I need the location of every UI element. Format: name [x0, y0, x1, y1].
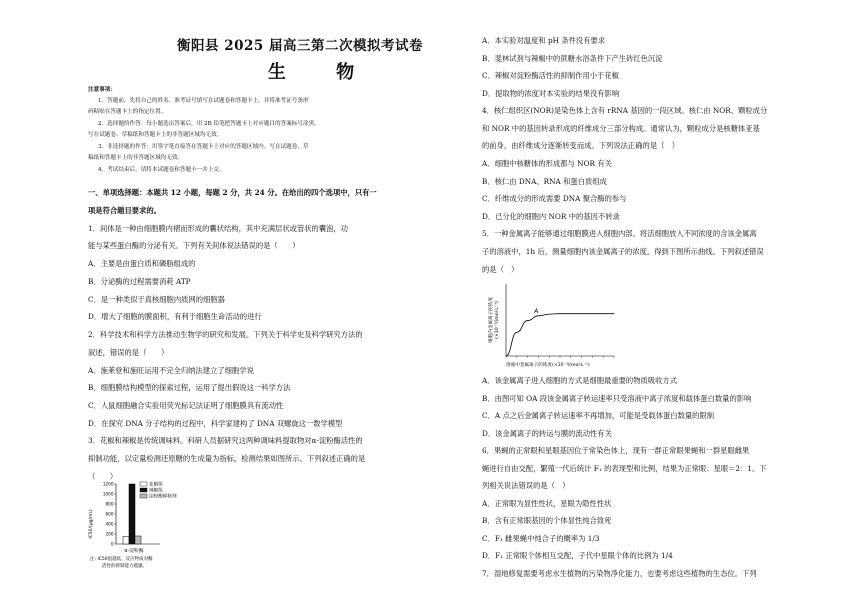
q4-option-b: B．核仁由 DNA、RNA 和蛋白质组成 [482, 177, 607, 186]
q1-option-b: B．分泌酶的过程需要消耗 ATP [88, 277, 191, 286]
y-axis-unit: (×10⁻³/(mol·L⁻¹) [495, 301, 500, 339]
q4-option-d: D．已分化的细胞内 NOR 中的基因不转录 [482, 212, 620, 221]
q3-stem: 3．花椒和辣椒是传统调味料。科研人员据研究这两种调味料提取物对α-淀粉酶活性的 [88, 436, 363, 445]
q5-option-d: D．该金属离子的转运与膜的流动性有关 [482, 429, 612, 438]
q6-stem: 蝇进行自由交配，繁殖一代后统计 F₁ 的表现型和比例，结果为正常眼：星眼＝2：1。下 [482, 464, 767, 473]
x-axis-label: 溶液中金属离子的浓度(×10⁻³/(mol·L⁻¹) [506, 363, 590, 368]
q4-stem: 和 NOR 中的基因转录形成的纤维成分三部分构成。通常认为，颗粒成分是核糖体亚基 [482, 124, 760, 133]
y-tick-label: 200 [105, 531, 114, 537]
bar [123, 537, 129, 545]
legend-label: 淀粉酶抑制剂 [149, 494, 177, 500]
q4-stem: 4．核仁组织区(NOR)是染色体上含有 rRNA 基因的一段区域。核仁由 NOR、颗粒成分 [482, 106, 768, 115]
q3-stem: （ ） [88, 472, 118, 481]
q5-stem: 子的溶液中，1h 后，测量细胞内该金属离子的浓度，得到下图所示曲线。下列叙述错误 [482, 247, 764, 256]
q2-stem: 2．科学技术和科学方法推动生物学的研究和发展。下列关于科学史及科学研究方法的 [88, 330, 363, 339]
chart-note: 注: IC50值越低，反应物质对酶 [90, 557, 153, 562]
q2-option-a: A．施莱登和施旺运用不完全归纳法建立了细胞学说 [88, 366, 254, 375]
note-line: 4．考试结束后，请将本试题卷和答题卡一并上交。 [98, 167, 225, 173]
bar [129, 484, 135, 544]
bar [135, 536, 141, 544]
section-heading: 一、单项选择题：本题共 12 小题，每题 2 分，共 24 分。在给出的四个选项中，只有一 [88, 188, 377, 197]
note-line: 码粘贴在答题卡上的指定位置。 [88, 109, 167, 115]
notes-heading: 注意事项： [88, 87, 116, 93]
q3-option-a: A．本实验对温度和 pH 条件没有要求 [482, 36, 606, 45]
q5-option-c: C．A 点之后金属离子转运速率不再增加，可能是受载体蛋白数量的限制 [482, 411, 715, 420]
note-line: 写在试题卷、草稿纸和答题卡上的非答题区域均无效。 [88, 132, 223, 138]
q3-option-b: B．斐林试剂与辣椒中的蔗糖水浴条件下产生砖红色沉淀 [482, 54, 663, 63]
y-tick-label: 800 [105, 501, 114, 507]
q2-option-c: C．人鼠细胞融合实验用荧光标记法证明了细胞膜具有流动性 [88, 401, 284, 410]
q5-stem: 5．一种金属离子能够通过细胞膜进入细胞内部。将活细胞放入不同浓度的含该金属离 [482, 229, 757, 238]
note-line: 2．选择题的作答：每小题选出答案后，用 2B 铅笔把答题卡上对应题目的答案标号涂黑， [98, 121, 320, 127]
bar-chart [88, 478, 198, 570]
legend-swatch [140, 488, 147, 492]
y-tick-label: 0 [110, 541, 114, 547]
legend-label: 花椒组 [149, 482, 163, 488]
q6-stem: 6．果蝇的正常眼和星眼基因位于常染色体上，现有一群正常眼果蝇和一群星眼雌果 [482, 446, 750, 455]
q1-stem: 能与某些蛋白酶的分泌有关。下列有关间体说法错误的是（ ） [88, 241, 300, 250]
q1-option-a: A．主要是由蛋白质和磷脂组成的 [88, 259, 196, 268]
note-line: 3．非选择题的作答：用签字笔直接答在答题卡上对应的答题区域内。写在试题卷、草 [98, 144, 309, 150]
y-axis-label: IC50/(μg/mL) [89, 509, 94, 539]
y-axis-label: 细胞内金属离子的浓度 [489, 297, 494, 343]
q2-option-d: D．在探究 DNA 分子结构的过程中，科学家建构了 DNA 双螺旋这一数学模型 [88, 419, 343, 428]
q5-stem: 的是（ ） [482, 265, 519, 274]
note-line: 稿纸和答题卡上的非答题区域均无效。 [88, 155, 184, 161]
q6-option-d: D．F₁ 正常眼个体相互交配，子代中星眼个体的比例为 1/4 [482, 551, 673, 560]
q1-stem: 1．间体是一种由细胞膜内褶而形成的囊状结构，其中充满层状或管状的囊泡，功 [88, 224, 349, 233]
chart-note: 活性的抑制能力越强。 [102, 564, 147, 569]
y-tick-label: 1200 [102, 481, 114, 487]
legend-swatch [140, 494, 147, 498]
y-tick-label: 1000 [102, 491, 114, 497]
q6-stem: 列相关说法错误的是（ ） [482, 481, 570, 490]
q7-stem: 7．湿地修复需要考虑水生植物的污染物净化能力，也要考虑这些植物的生态位。下列 [482, 569, 757, 578]
q4-stem: 的前身，由纤维成分逐渐转变而成。下列说法正确的是（ ） [482, 141, 680, 150]
q4-option-a: A．细胞中核糖体的形成都与 NOR 有关 [482, 159, 612, 168]
q1-option-c: C．是一种类似于真核细胞内质网的细胞器 [88, 295, 225, 304]
y-tick-label: 600 [105, 511, 114, 517]
q3-option-c: C．辣椒对淀粉酶活性的抑制作用小于花椒 [482, 71, 619, 80]
y-tick-label: 400 [105, 521, 114, 527]
x-axis-label: α-淀粉酶 [124, 549, 144, 554]
legend-swatch [140, 482, 147, 486]
q6-option-a: A．正常眼为显性性状，星眼为隐性性状 [482, 499, 612, 508]
q3-stem: 抑制功能，以定量检测还原糖的生成量为指标，检测结果如图所示。下列叙述正确的是 [88, 454, 366, 463]
q5-option-b: B．由图可知 OA 段该金属离子转运速率只受溶液中离子浓度和载体蛋白数量的影响 [482, 394, 752, 403]
q6-option-b: B．含有正常眼基因的个体显性纯合致死 [482, 516, 612, 525]
line-chart [482, 278, 662, 370]
q1-option-d: D．增大了细胞的膜面积，有利于细胞生命活动的进行 [88, 312, 262, 321]
page-title: 衡阳县 2025 届高三第二次模拟考试卷 [177, 38, 423, 54]
section-heading: 项是符合题目要求的。 [88, 206, 161, 215]
uptake-curve [506, 314, 614, 356]
q3-option-d: D．提取物的浓度对本实验的结果没有影响 [482, 89, 620, 98]
legend-label: 辣椒组 [149, 488, 163, 494]
q6-option-c: C．F₁ 雌果蝇中纯合子的概率为 1/3 [482, 534, 600, 543]
q2-option-b: B．细胞膜结构模型的探索过程，运用了提出假说这一科学方法 [88, 383, 291, 392]
q4-option-c: C．纤维成分的形成需要 DNA 聚合酶的参与 [482, 194, 627, 203]
note-line: 1．答题前，先将自己的姓名、准考证号填写在试题卷和答题卡上，并将准考证号条形 [98, 98, 309, 104]
q2-stem: 叙述，错误的是（ ） [88, 348, 169, 357]
point-a-label: A [534, 307, 539, 315]
q5-option-a: A．该金属离子进入细胞的方式是细胞最重要的物质吸收方式 [482, 376, 677, 385]
subject-title: 生 物 [267, 62, 377, 83]
